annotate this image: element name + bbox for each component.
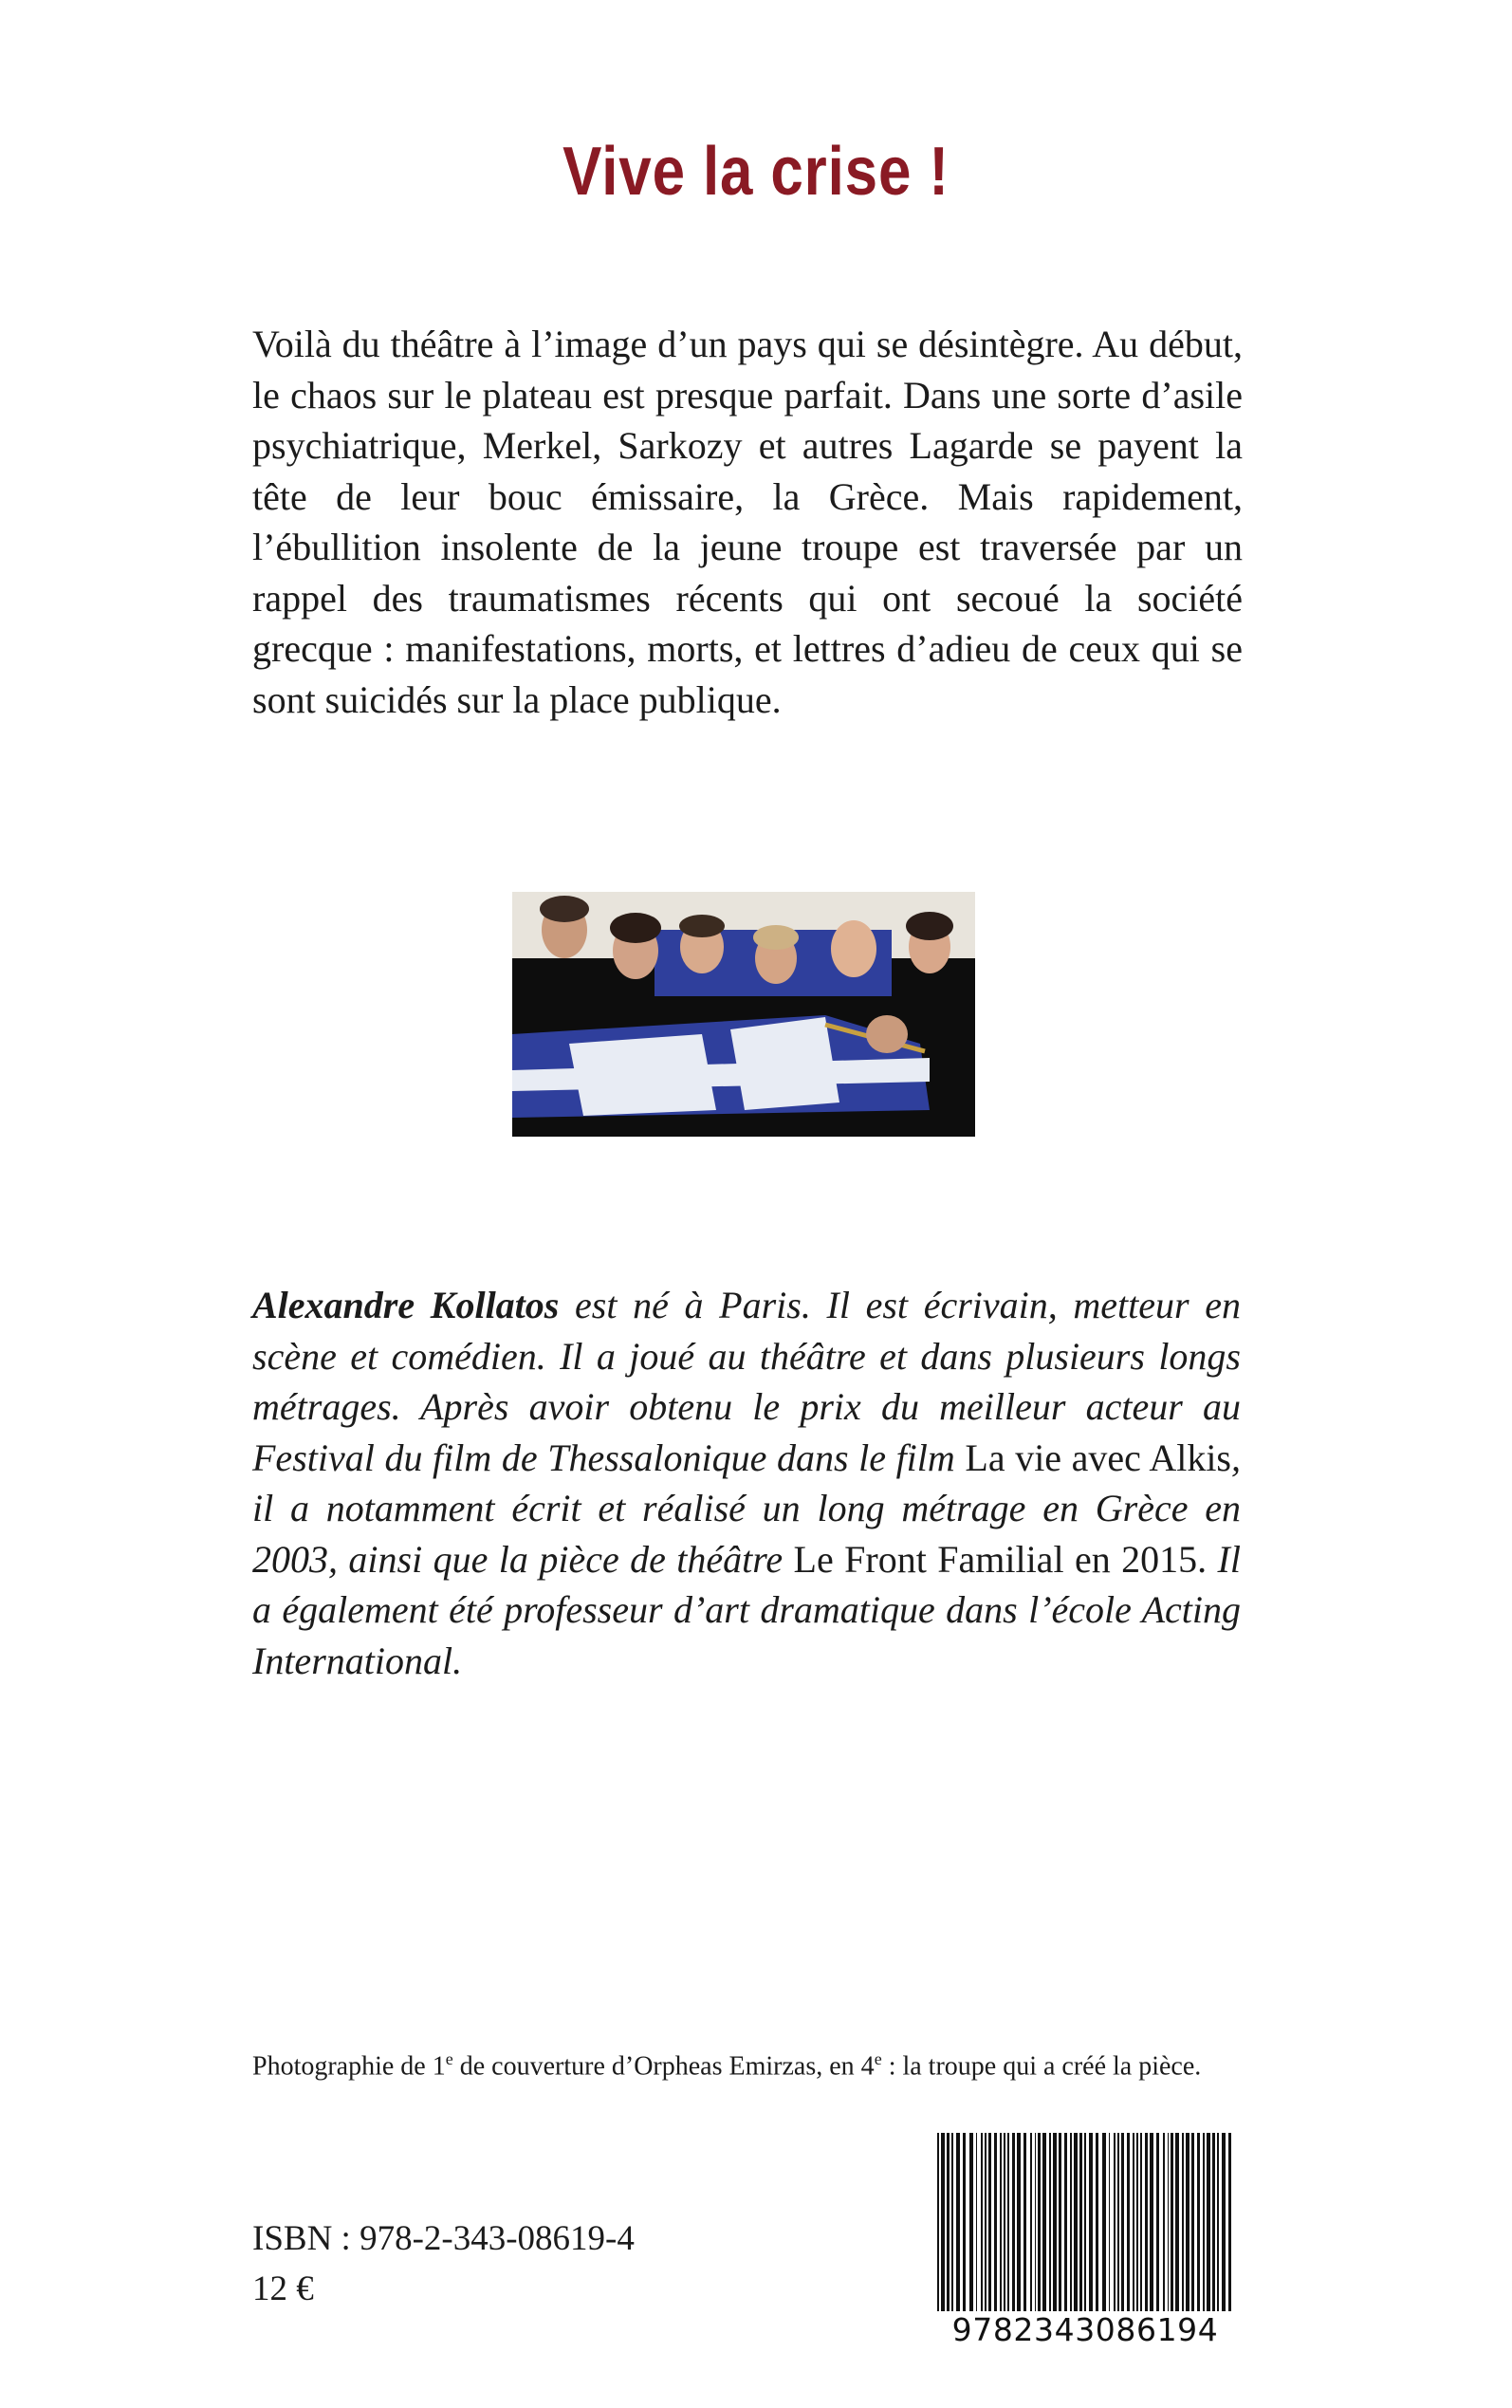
barcode-bar — [1207, 2133, 1210, 2315]
barcode-bar — [1127, 2133, 1130, 2315]
barcode-bar — [937, 2133, 939, 2315]
barcode-bar — [1156, 2133, 1159, 2315]
barcode-bar — [1212, 2133, 1215, 2315]
author-name: Alexandre Kollatos — [252, 1284, 560, 1326]
barcode-bar — [1168, 2133, 1169, 2315]
barcode-bars — [933, 2133, 1237, 2323]
play-title: Le Front Familial en 2015. — [793, 1537, 1208, 1581]
barcode-bar — [1117, 2133, 1119, 2315]
barcode-bar — [1121, 2133, 1124, 2315]
barcode-bar — [988, 2133, 991, 2315]
barcode-bar — [1023, 2133, 1026, 2315]
barcode-bar — [1089, 2133, 1093, 2315]
barcode — [933, 2133, 1237, 2357]
barcode-bar — [1222, 2133, 1226, 2315]
film-title: La vie avec Alkis — [965, 1436, 1231, 1479]
back-cover-blurb: Voilà du théâtre à l’image d’un pays qui se désintègre. Au début, le chaos sur le plateau est presque parfait. Dans une sorte d’asile psychiatrique, Merkel, Sarkozy et autres Lagarde se payent la tête de leur bouc émissaire, la Grèce. Mais rapidement, l’ébullition insolente de la jeune troupe est traversée par un rappel des traumatismes récents qui ont secoué la société grecque : manifestations, morts, et lettres d’adieu de ceux qui se sont suicidés sur la place publique. — [252, 323, 1243, 721]
barcode-bar — [1035, 2133, 1036, 2315]
barcode-bar — [1114, 2133, 1116, 2315]
barcode-bar — [1084, 2133, 1086, 2315]
barcode-bar — [1186, 2133, 1189, 2315]
barcode-bar — [981, 2133, 983, 2315]
barcode-bar — [1171, 2133, 1173, 2315]
barcode-bar — [1217, 2133, 1219, 2315]
barcode-bar — [963, 2133, 966, 2315]
book-title: Vive la crise ! — [562, 134, 950, 210]
barcode-bar — [1182, 2133, 1184, 2315]
barcode-bar — [1049, 2133, 1051, 2315]
barcode-bar — [1096, 2133, 1098, 2315]
barcode-bar — [1070, 2133, 1072, 2315]
barcode-bar — [1053, 2133, 1057, 2315]
barcode-bar — [1228, 2133, 1231, 2315]
barcode-bar — [1163, 2133, 1165, 2315]
troupe-photo — [512, 892, 975, 1137]
barcode-bar — [1102, 2133, 1106, 2315]
barcode-bar — [994, 2133, 997, 2315]
barcode-bar — [1007, 2133, 1009, 2315]
barcode-bar — [985, 2133, 986, 2315]
troupe-photo-illustration — [512, 892, 975, 1137]
isbn: ISBN : 978-2-343-08619-4 — [252, 2219, 635, 2258]
barcode-bar — [969, 2133, 973, 2315]
barcode-bar — [1191, 2133, 1194, 2315]
barcode-bar — [1004, 2133, 1005, 2315]
barcode-bar — [1203, 2133, 1205, 2315]
barcode-digits: 9782343086194 — [933, 2311, 1237, 2348]
barcode-bar — [1000, 2133, 1002, 2315]
barcode-bar — [1136, 2133, 1138, 2315]
author-biography: Alexandre Kollatos est né à Paris. Il est écrivain, metteur en scène et comédien. Il a joué au théâtre et dans plusieurs longs métrages. Après avoir obtenu le prix du meilleur acteur au Festival du film de Thessalonique dans le film La vie avec Alkis, il a notamment écrit et réalisé un long métrage en Grèce en 2003, ainsi que la pièce de théâtre Le Front Familial en 2015. Il a également été professeur d’art dramatique dans l’école Acting International. — [252, 1284, 1241, 1682]
price: 12 € — [252, 2269, 314, 2308]
barcode-bar — [1074, 2133, 1078, 2315]
barcode-bar — [1042, 2133, 1046, 2315]
barcode-bar — [1079, 2133, 1082, 2315]
barcode-bar — [1064, 2133, 1067, 2315]
barcode-bar — [1197, 2133, 1200, 2315]
barcode-bar — [1038, 2133, 1041, 2315]
barcode-bar — [947, 2133, 950, 2315]
barcode-bar — [1145, 2133, 1148, 2315]
barcode-bar — [976, 2133, 977, 2315]
barcode-bar — [1133, 2133, 1134, 2315]
barcode-bar — [1017, 2133, 1021, 2315]
barcode-bar — [1150, 2133, 1153, 2315]
photo-credit: Photographie de 1e de couverture d’Orpheas Emirzas, en 4e : la troupe qui a créé la pièce. — [252, 2049, 1202, 2082]
barcode-bar — [1175, 2133, 1179, 2315]
barcode-bar — [956, 2133, 960, 2315]
barcode-bar — [1140, 2133, 1142, 2315]
barcode-bar — [951, 2133, 953, 2315]
barcode-bar — [941, 2133, 945, 2315]
barcode-bar — [1012, 2133, 1015, 2315]
barcode-bar — [1059, 2133, 1061, 2315]
barcode-bar — [1030, 2133, 1032, 2315]
barcode-bar — [1109, 2133, 1110, 2315]
